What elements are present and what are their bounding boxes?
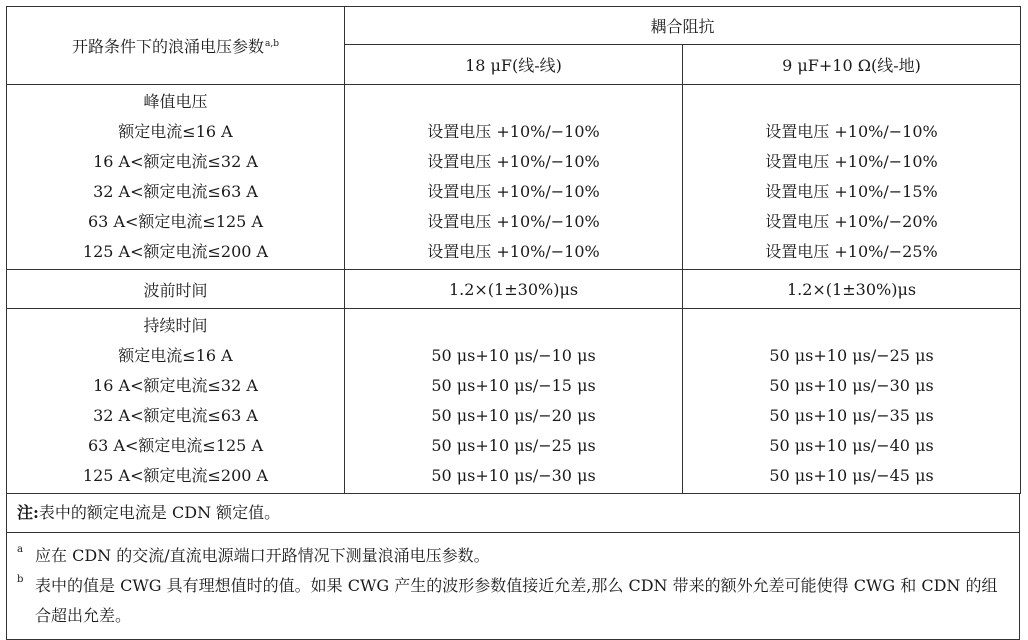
- col-header-line-line: 18 μF(线-线): [345, 45, 683, 85]
- duration-value: 50 μs+10 μs/−25 μs: [431, 436, 596, 455]
- front-time-line-line: 1.2×(1±30%)μs: [345, 270, 683, 309]
- footnote-text: 应在 CDN 的交流/直流电源端口开路情况下测量浪涌电压参数。: [35, 546, 490, 565]
- peak-voltage-conditions: [7, 85, 345, 270]
- param-header-sup: a,b: [265, 38, 279, 49]
- peak-value: 设置电压 +10%/−10%: [765, 152, 938, 171]
- duration-value: 50 μs+10 μs/−30 μs: [431, 466, 596, 485]
- duration-value: 50 μs+10 μs/−35 μs: [769, 406, 934, 425]
- peak-value: 设置电压 +10%/−20%: [765, 212, 938, 231]
- condition-label: 额定电流≤16 A: [118, 346, 233, 365]
- duration-line-line: [345, 309, 683, 494]
- peak-value: 设置电压 +10%/−10%: [427, 242, 600, 261]
- peak-value: 设置电压 +10%/−15%: [765, 182, 938, 201]
- duration-line-ground: [683, 309, 1021, 494]
- peak-voltage-title: 峰值电压: [143, 92, 208, 111]
- duration-row: [7, 309, 1021, 494]
- footnote-mark: b: [17, 574, 24, 585]
- surge-parameter-table: [6, 6, 1021, 494]
- duration-value: 50 μs+10 μs/−45 μs: [769, 466, 934, 485]
- front-time-row: [7, 270, 1021, 309]
- coupling-header-cell: 耦合阻抗: [345, 7, 1021, 45]
- condition-label: 16 A<额定电流≤32 A: [93, 376, 258, 395]
- col-header-line-ground: 9 μF+10 Ω(线-地): [683, 45, 1021, 85]
- table-notes: [6, 494, 1020, 640]
- duration-title: 持续时间: [143, 316, 208, 335]
- peak-value: 设置电压 +10%/−10%: [427, 152, 600, 171]
- peak-value: 设置电压 +10%/−25%: [765, 242, 938, 261]
- main-note: [7, 494, 1019, 533]
- condition-label: 125 A<额定电流≤200 A: [82, 242, 269, 261]
- duration-value: 50 μs+10 μs/−40 μs: [769, 436, 934, 455]
- peak-voltage-row: [7, 85, 1021, 270]
- condition-label: 32 A<额定电流≤63 A: [93, 182, 258, 201]
- param-header-label: 开路条件下的浪涌电压参数: [71, 37, 264, 56]
- footnotes: [7, 533, 1019, 639]
- duration-value: 50 μs+10 μs/−20 μs: [431, 406, 596, 425]
- condition-label: 63 A<额定电流≤125 A: [88, 436, 263, 455]
- footnote-text: 表中的值是 CWG 具有理想值时的值。如果 CWG 产生的波形参数值接近允差,那么 CDN 带来的额外允差可能使得 CWG 和 CDN 的组合超出允差。: [35, 576, 998, 625]
- peak-value: 设置电压 +10%/−10%: [765, 122, 938, 141]
- spec-table-container: [6, 6, 1020, 640]
- front-time-title: 波前时间: [7, 270, 345, 309]
- front-time-line-ground: 1.2×(1±30%)μs: [683, 270, 1021, 309]
- condition-label: 32 A<额定电流≤63 A: [93, 406, 258, 425]
- note-text: 表中的额定电流是 CDN 额定值。: [38, 503, 281, 522]
- duration-conditions: [7, 309, 345, 494]
- peak-value: 设置电压 +10%/−10%: [427, 182, 600, 201]
- footnote-mark: a: [17, 544, 23, 555]
- footnote-a: [17, 541, 1005, 571]
- peak-voltage-line-line: [345, 85, 683, 270]
- duration-value: 50 μs+10 μs/−25 μs: [769, 346, 934, 365]
- footnote-b: [17, 571, 1005, 631]
- condition-label: 额定电流≤16 A: [118, 122, 233, 141]
- condition-label: 16 A<额定电流≤32 A: [93, 152, 258, 171]
- condition-label: 125 A<额定电流≤200 A: [82, 466, 269, 485]
- condition-label: 63 A<额定电流≤125 A: [88, 212, 263, 231]
- duration-value: 50 μs+10 μs/−15 μs: [431, 376, 596, 395]
- peak-voltage-line-ground: [683, 85, 1021, 270]
- duration-value: 50 μs+10 μs/−30 μs: [769, 376, 934, 395]
- param-header-cell: [7, 7, 345, 85]
- note-label: 注:: [17, 503, 39, 522]
- peak-value: 设置电压 +10%/−10%: [427, 122, 600, 141]
- duration-value: 50 μs+10 μs/−10 μs: [431, 346, 596, 365]
- peak-value: 设置电压 +10%/−10%: [427, 212, 600, 231]
